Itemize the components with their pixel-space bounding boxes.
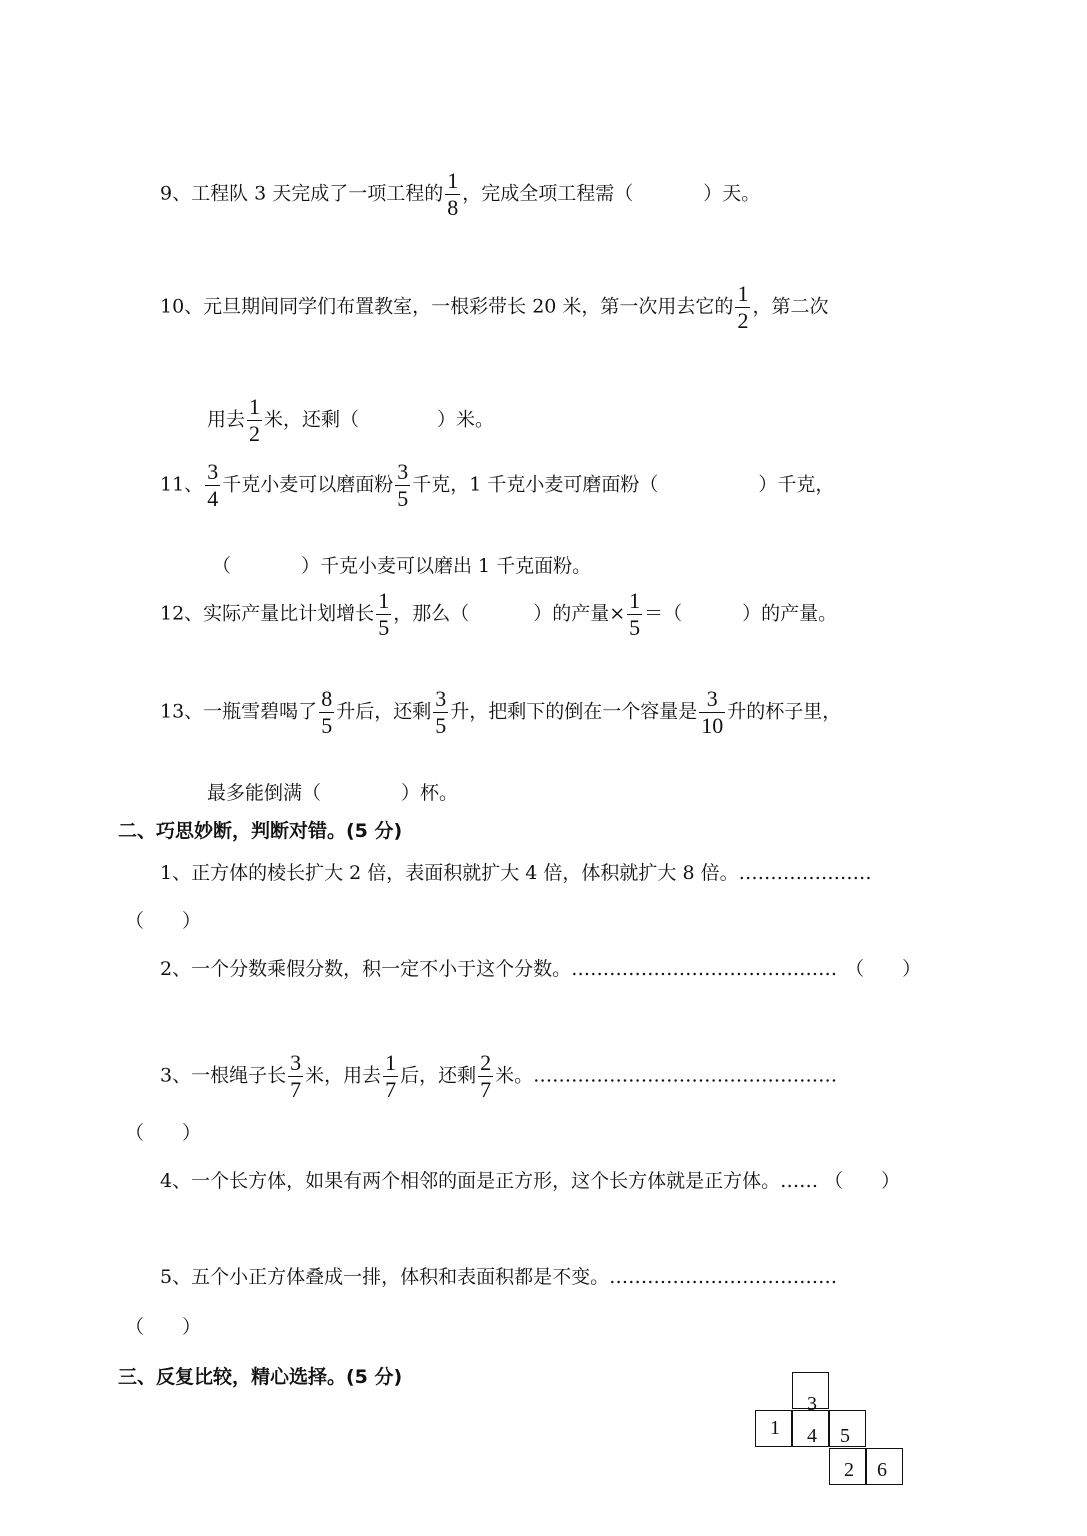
judge-1: 1、正方体的棱长扩大 2 倍，表面积就扩大 4 倍，体积就扩大 8 倍。………………… [160, 862, 872, 884]
fraction-3-4: $\frac{3}{4}$ [207, 459, 219, 511]
question-9: 9、工程队 3 天完成了一项工程的 $\frac{1}{8}$ ，完成全项工程需（ ）天。 [160, 168, 761, 220]
fraction-1-5: $\frac{1}{5}$ [378, 588, 390, 640]
fraction-1-7: $\frac{1}{7}$ [385, 1050, 397, 1102]
q9-text: 9、工程队 3 天完成了一项工程的 [160, 182, 444, 205]
net-cell-2: 2 [829, 1448, 866, 1485]
question-13: 13、一瓶雪碧喝了 $\frac{8}{5}$ 升后，还剩 $\frac{3}{5}$ 升，把剩下的倒在一个容量是 $\frac{3}{10}$ 升的杯子里， [160, 686, 842, 738]
question-12: 12、实际产量比计划增长 $\frac{1}{5}$ ，那么（ ）的产量× $\frac{1}{5}$ ＝（ ）的产量。 [160, 588, 838, 640]
question-10: 10、元旦期间同学们布置教室，一根彩带长 20 米，第一次用去它的 $\frac{1}{2}$ ，第二次 [160, 281, 829, 333]
judge-3-paren: （ ） [125, 1122, 202, 1144]
judge-3: 3、一根绳子长 $\frac{3}{7}$ 米，用去 $\frac{1}{7}$ 后，还剩 $\frac{2}{7}$ 米。………………………………………… [160, 1050, 838, 1102]
question-11-line2: （ ）千克小麦可以磨出 1 千克面粉。 [212, 555, 592, 577]
fraction-1-2: $\frac{1}{2}$ [249, 394, 261, 446]
fraction-3-10: $\frac{3}{10}$ [701, 686, 724, 738]
judge-5-paren: （ ） [125, 1316, 202, 1338]
fraction-3-5: $\frac{3}{5}$ [435, 686, 447, 738]
net-cell-5: 5 [829, 1410, 866, 1447]
fraction-2-7: $\frac{2}{7}$ [480, 1050, 492, 1102]
fraction-1-8: $\frac{1}{8}$ [447, 168, 459, 220]
judge-5: 5、五个小正方体叠成一排，体积和表面积都是不变。……………………………… [160, 1266, 838, 1288]
section-2-heading: 二、巧思妙断，判断对错。(5 分) [118, 820, 403, 842]
judge-4: 4、一个长方体，如果有两个相邻的面是正方形，这个长方体就是正方体。…… （ ） [160, 1170, 901, 1192]
question-13-line2: 最多能倒满（ ）杯。 [207, 782, 459, 804]
net-cell-1: 1 [755, 1410, 792, 1447]
net-cell-3: 3 [792, 1372, 829, 1409]
fraction-8-5: $\frac{8}{5}$ [321, 686, 333, 738]
fraction-1-5: $\frac{1}{5}$ [629, 588, 641, 640]
fraction-3-5: $\frac{3}{5}$ [397, 459, 409, 511]
net-cell-6: 6 [866, 1448, 903, 1485]
judge-1-paren: （ ） [125, 910, 202, 932]
question-10-line2: 用去 $\frac{1}{2}$ 米，还剩（ ）米。 [207, 394, 495, 446]
fraction-3-7: $\frac{3}{7}$ [290, 1050, 302, 1102]
fraction-1-2: $\frac{1}{2}$ [737, 281, 749, 333]
judge-2: 2、一个分数乘假分数，积一定不小于这个分数。…………………………………… （ ） [160, 958, 922, 980]
question-11: 11、 $\frac{3}{4}$ 千克小麦可以磨面粉 $\frac{3}{5}$ 千克，1 千克小麦可磨面粉（ ）千克， [160, 459, 835, 511]
cube-net-figure [755, 1372, 907, 1488]
section-3-heading: 三、反复比较，精心选择。(5 分) [118, 1366, 403, 1388]
net-cell-4: 4 [792, 1410, 829, 1447]
